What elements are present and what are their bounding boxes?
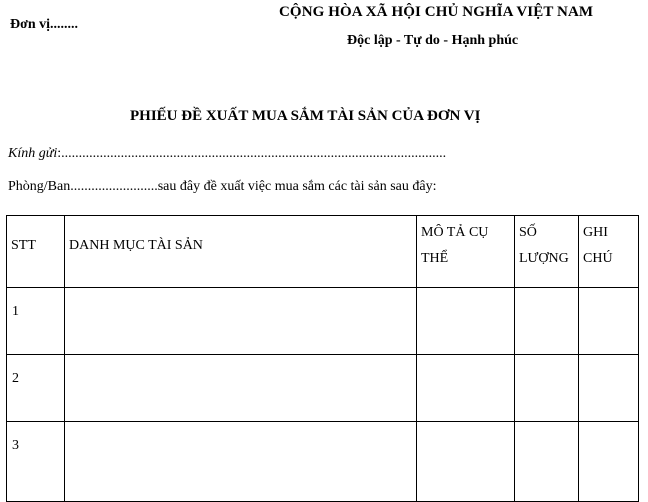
asset-name-cell (65, 288, 417, 355)
table-row (7, 288, 639, 355)
motto-heading: Độc lập - Tự do - Hạnh phúc (347, 33, 519, 48)
quantity-cell (515, 422, 579, 502)
description-cell (417, 288, 515, 355)
recipient-field: :.............................................................................................................. (57, 146, 447, 161)
column-header-description-line1: MÔ TẢ CỤ (421, 225, 489, 240)
column-header-quantity (515, 216, 579, 288)
column-header-note (579, 216, 639, 288)
note-cell (579, 422, 639, 502)
note-cell (579, 355, 639, 422)
unit-label: Đơn vị........ (10, 17, 79, 32)
column-header-asset-name (65, 216, 417, 288)
note-cell (579, 288, 639, 355)
asset-name-cell (65, 422, 417, 502)
asset-table (6, 215, 639, 502)
column-header-description-line2: THỂ (421, 251, 449, 266)
column-header-note-line2: CHÚ (583, 251, 613, 266)
column-header-stt (7, 216, 65, 288)
asset-name-cell (65, 355, 417, 422)
description-cell (417, 355, 515, 422)
column-header-quantity-line1: SỐ (519, 225, 537, 240)
stt-cell: 1 (7, 288, 65, 355)
table-row (7, 355, 639, 422)
quantity-cell (515, 355, 579, 422)
column-header-note-line1: GHI (583, 225, 608, 240)
column-header-description (417, 216, 515, 288)
description-cell (417, 422, 515, 502)
recipient-line (8, 146, 446, 162)
stt-cell: 2 (7, 355, 65, 422)
column-header-stt-label: STT (11, 238, 36, 253)
stt-cell: 3 (7, 422, 65, 502)
form-title: PHIẾU ĐỀ XUẤT MUA SẮM TÀI SẢN CỦA ĐƠN VỊ (130, 108, 481, 124)
column-header-asset-name-label: DANH MỤC TÀI SẢN (69, 238, 203, 253)
department-line: Phòng/Ban.........................sau đây đề xuất việc mua sắm các tài sản sau đây: (8, 179, 437, 194)
republic-heading: CỘNG HÒA XÃ HỘI CHỦ NGHĨA VIỆT NAM (279, 4, 594, 20)
column-header-quantity-line2: LƯỢNG (519, 251, 569, 266)
table-row (7, 422, 639, 502)
table-header-row (7, 216, 639, 288)
quantity-cell (515, 288, 579, 355)
recipient-label: Kính gửi (8, 146, 58, 161)
